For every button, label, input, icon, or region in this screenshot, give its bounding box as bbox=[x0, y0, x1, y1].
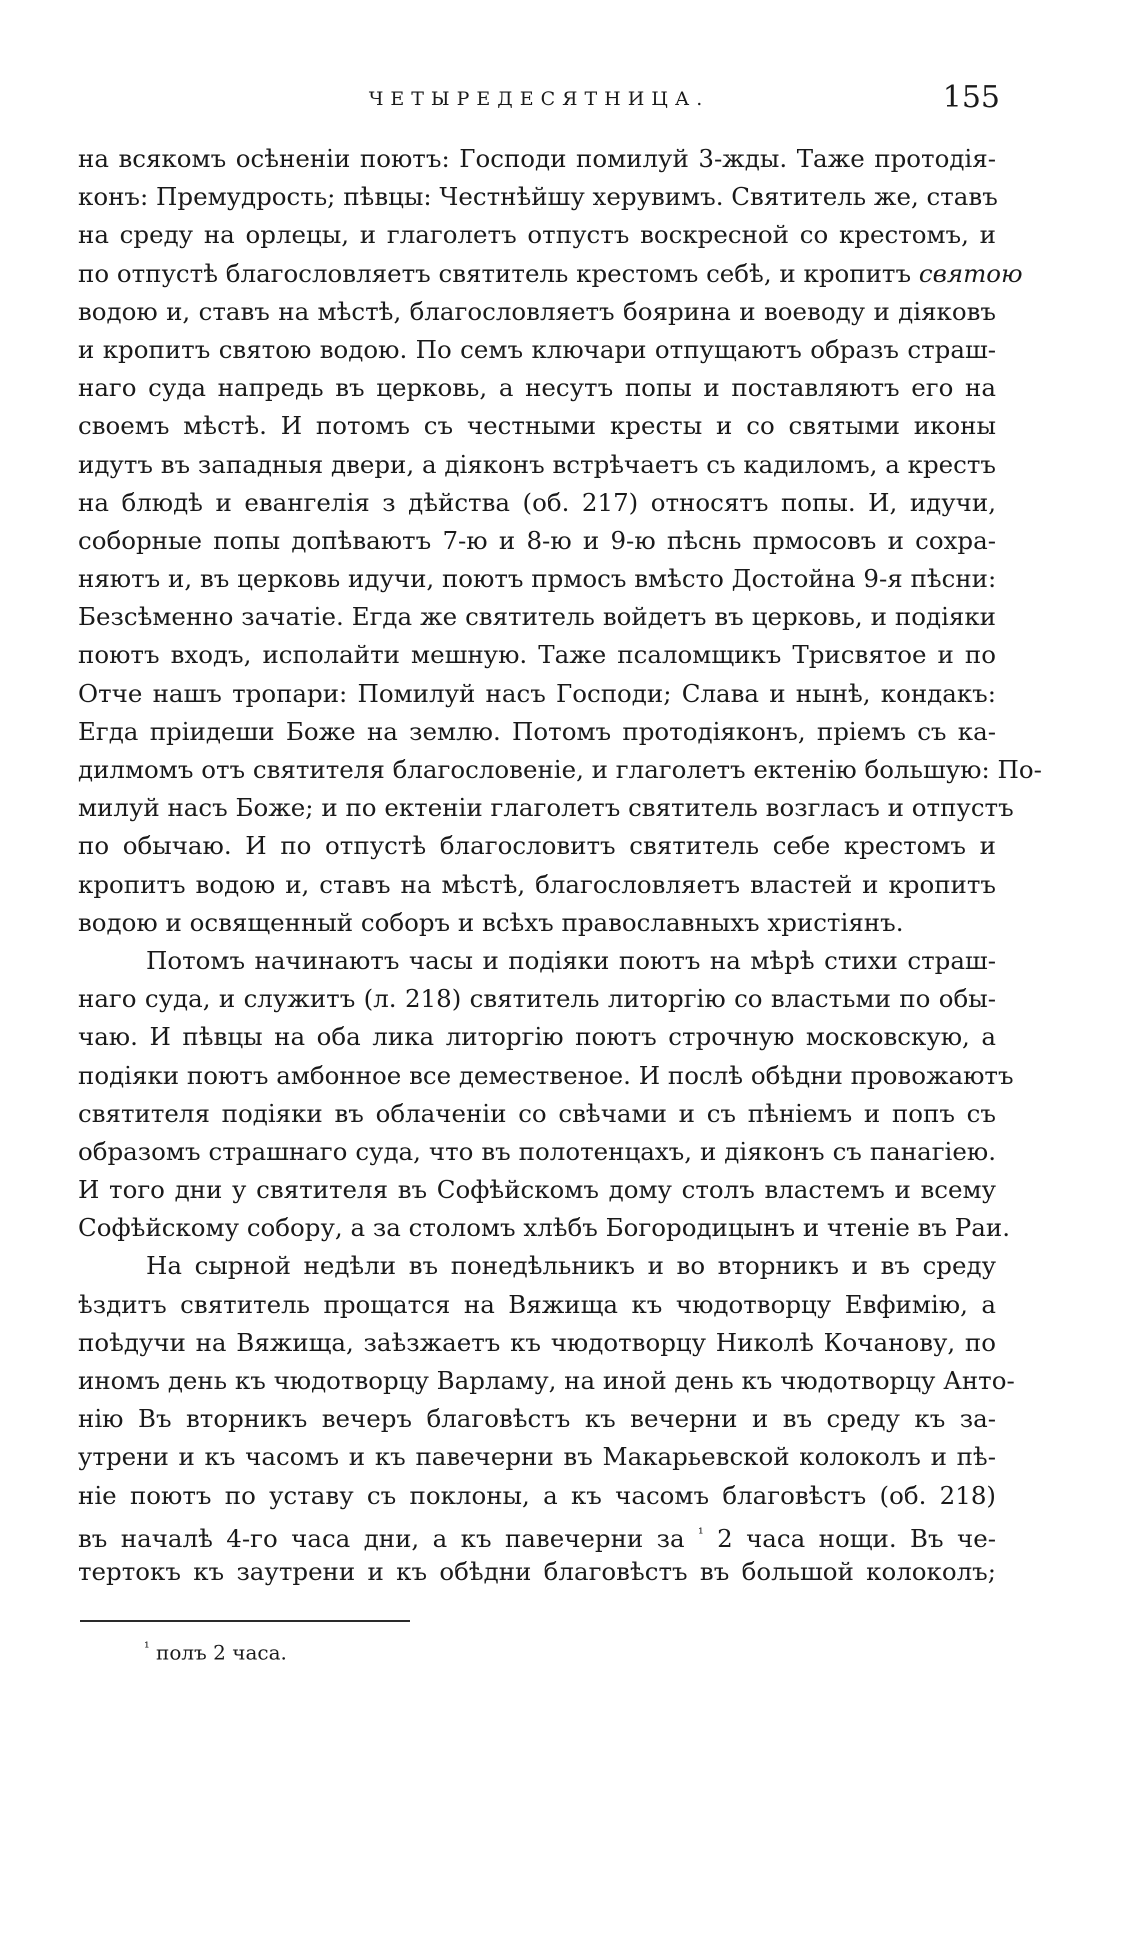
text-line: по обычаю. И по отпустѣ благословитъ святитель себе крестомъ и bbox=[78, 831, 996, 861]
text-segment: 2 часа нощи. Въ че- bbox=[717, 1523, 997, 1553]
text-line: Отче нашъ тропари: Помилуй насъ Господи; Слава и нынѣ, кондакъ: bbox=[78, 678, 996, 708]
italic-word: святою bbox=[918, 258, 1023, 288]
footnote bbox=[144, 1640, 287, 1665]
text-line: ніе поютъ по уставу съ поклоны, а къ часомъ благовѣстъ (об. 218) bbox=[78, 1480, 996, 1510]
text-line: водою и освященный соборъ и всѣхъ православныхъ христіянъ. bbox=[78, 907, 904, 937]
text-line: Безсѣменно зачатіе. Егда же святитель войдетъ въ церковь, и подіяки bbox=[78, 602, 996, 632]
text-line: поютъ входъ, исполайти мешную. Таже псаломщикъ Трисвятое и по bbox=[78, 640, 996, 670]
text-line: соборные попы допѣваютъ 7-ю и 8-ю и 9-ю пѣснь прмосовъ и сохра- bbox=[78, 525, 996, 555]
footnote-text: полъ 2 часа. bbox=[155, 1640, 287, 1665]
text-line: няютъ и, въ церковь идучи, поютъ прмосъ вмѣсто Достойна 9-я пѣсни: bbox=[78, 564, 997, 594]
running-head bbox=[78, 80, 1000, 128]
text-line: дилмомъ отъ святителя благословеніе, и глаголетъ ектенію большую: По- bbox=[78, 755, 1042, 784]
text-segment: по отпустѣ благословляетъ святитель крестомъ себѣ, и кропитъ bbox=[78, 258, 912, 288]
text-line: водою и, ставъ на мѣстѣ, благословляетъ боярина и воеводу и діяковъ bbox=[78, 296, 996, 326]
text-line: наго суда, и служитъ (л. 218) святитель литоргію со властьми по обы- bbox=[78, 984, 996, 1014]
text-line: кропитъ водою и, ставъ на мѣстѣ, благословляетъ властей и кропитъ bbox=[78, 869, 996, 899]
text-line: Софѣйскому собору, а за столомъ хлѣбъ Богородицынъ и чтеніе въ Раи. bbox=[78, 1213, 1011, 1243]
text-line: ѣздитъ святитель прощатся на Вяжища къ чюдотворцу Евфимію, а bbox=[78, 1289, 996, 1319]
running-title: ЧЕТЫРЕДЕСЯТНИЦА. bbox=[368, 88, 710, 110]
text-line: образомъ страшнаго суда, что въ полотенцахъ, и діяконъ съ панагіею. bbox=[78, 1136, 996, 1166]
text-line: и кропитъ святою водою. По семъ ключари отпущаютъ образъ страш- bbox=[78, 334, 996, 364]
text-line: тертокъ къ заутрени и къ обѣдни благовѣстъ въ большой колоколъ; bbox=[78, 1556, 996, 1586]
text-line-with-footnote-ref bbox=[78, 1515, 996, 1553]
text-line: на всякомъ осѣненіи поютъ: Господи помилуй 3-жды. Таже протодія- bbox=[78, 144, 996, 173]
text-line: идутъ въ западныя двери, а діяконъ встрѣчаетъ съ кадиломъ, а крестъ bbox=[78, 449, 996, 479]
text-line: Потомъ начинаютъ часы и подіяки поютъ на мѣрѣ стихи страш- bbox=[146, 945, 996, 975]
text-line: на среду на орлецы, и глаголетъ отпустъ воскресной со крестомъ, и bbox=[78, 220, 996, 250]
text-line: милуй насъ Боже; и по ектеніи глаголетъ святитель возгласъ и отпустъ bbox=[78, 793, 1014, 823]
body-text bbox=[78, 140, 1042, 1591]
text-line: поѣдучи на Вяжища, заѣзжаетъ къ чюдотворцу Николѣ Кочанову, по bbox=[78, 1327, 996, 1357]
footnote-reference: ¹ bbox=[698, 1525, 704, 1542]
footnote-marker: ¹ bbox=[144, 1640, 150, 1656]
text-line: конъ: Премудрость; пѣвцы: Честнѣйшу херувимъ. Святитель же, ставъ bbox=[78, 182, 998, 212]
text-line: Егда пріидеши Боже на землю. Потомъ протодіяконъ, пріемъ съ ка- bbox=[78, 716, 996, 746]
text-line: на блюдѣ и евангелія з дѣйства (об. 217) относятъ попы. И, идучи, bbox=[78, 487, 996, 517]
text-line: своемъ мѣстѣ. И потомъ съ честными кресты и со святыми иконы bbox=[78, 411, 996, 441]
text-line: святителя подіяки въ облаченіи со свѣчами и съ пѣніемъ и попъ съ bbox=[78, 1098, 996, 1128]
text-line-with-italic bbox=[78, 255, 1023, 293]
text-line: подіяки поютъ амбонное все демественое. И послѣ обѣдни провожаютъ bbox=[78, 1060, 1014, 1090]
text-line: наго суда напредь въ церковь, а несутъ попы и поставляютъ его на bbox=[78, 373, 996, 403]
footnote-rule bbox=[80, 1620, 410, 1622]
text-line: нію Въ вторникъ вечеръ благовѣстъ къ вечерни и въ среду къ за- bbox=[78, 1404, 996, 1434]
text-line: иномъ день къ чюдотворцу Варламу, на иной день къ чюдотворцу Анто- bbox=[78, 1366, 1015, 1395]
text-line: утрени и къ часомъ и къ павечерни въ Макарьевской колоколъ и пѣ- bbox=[78, 1442, 996, 1472]
text-line: чаю. И пѣвцы на оба лика литоргію поютъ строчную московскую, а bbox=[78, 1022, 996, 1052]
text-line: На сырной недѣли въ понедѣльникъ и во вторникъ и въ среду bbox=[146, 1251, 996, 1281]
page-number: 155 bbox=[942, 80, 1000, 115]
text-line: И того дни у святителя въ Софѣйскомъ дому столъ властемъ и всему bbox=[78, 1175, 996, 1205]
text-segment: въ началѣ 4-го часа дни, а къ павечерни за bbox=[78, 1523, 685, 1553]
